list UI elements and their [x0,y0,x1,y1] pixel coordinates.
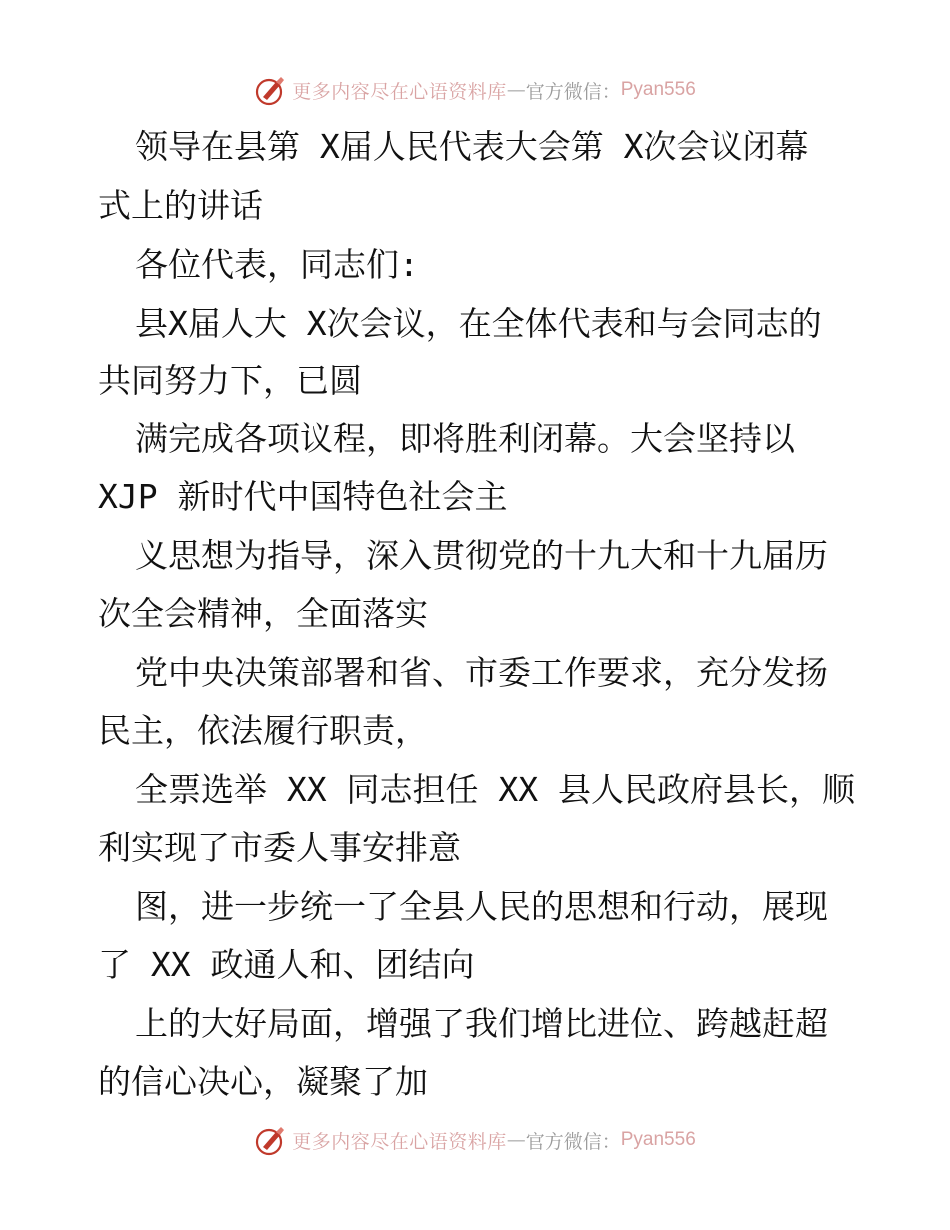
paragraph-line: 上的大好局面，增强了我们增比进位、跨越赶超 [135,1004,828,1043]
watermark-banner-top [0,70,950,110]
watermark-wechat-id: Pyan556 [620,1129,696,1150]
paragraph-line: 的信心决心，凝聚了加 [98,1062,428,1101]
pen-logo-icon [254,1123,288,1157]
watermark-separator: — [506,79,526,101]
paragraph-line: 共同努力下，已圆 [98,361,362,400]
document-title-line-1: 领导在县第 X届人民代表大会第 X次会议闭幕 [135,127,809,166]
watermark-brand: 更多内容尽在心语资料库 [292,80,507,103]
pen-logo-icon [254,73,288,107]
watermark-wechat-label: 官方微信： [525,1130,621,1153]
paragraph-line: 民主，依法履行职责， [98,711,428,750]
paragraph-line: 图，进一步统一了全县人民的思想和行动，展现 [135,887,828,926]
document-title-line-2: 式上的讲话 [98,186,263,225]
paragraph-line: XJP 新时代中国特色社会主 [98,477,508,516]
paragraph-line: 满完成各项议程，即将胜利闭幕。大会坚持以 [135,419,795,458]
paragraph-line: 县X届人大 X次会议，在全体代表和与会同志的 [135,304,822,343]
paragraph-line: 次全会精神，全面落实 [98,594,428,633]
paragraph-line: 全票选举 XX 同志担任 XX 县人民政府县长，顺 [135,770,855,809]
paragraph-line: 了 XX 政通人和、团结向 [98,945,475,984]
watermark-wechat-id: Pyan556 [620,79,696,100]
paragraph-line: 党中央决策部署和省、市委工作要求，充分发扬 [135,653,828,692]
paragraph-line: 利实现了市委人事安排意 [98,828,461,867]
watermark-banner-bottom [0,1120,950,1160]
salutation: 各位代表，同志们: [135,245,419,284]
watermark-brand: 更多内容尽在心语资料库 [292,1130,507,1153]
paragraph-line: 义思想为指导，深入贯彻党的十九大和十九届历 [135,536,828,575]
watermark-wechat-label: 官方微信： [525,80,621,103]
watermark-separator: — [506,1129,526,1151]
